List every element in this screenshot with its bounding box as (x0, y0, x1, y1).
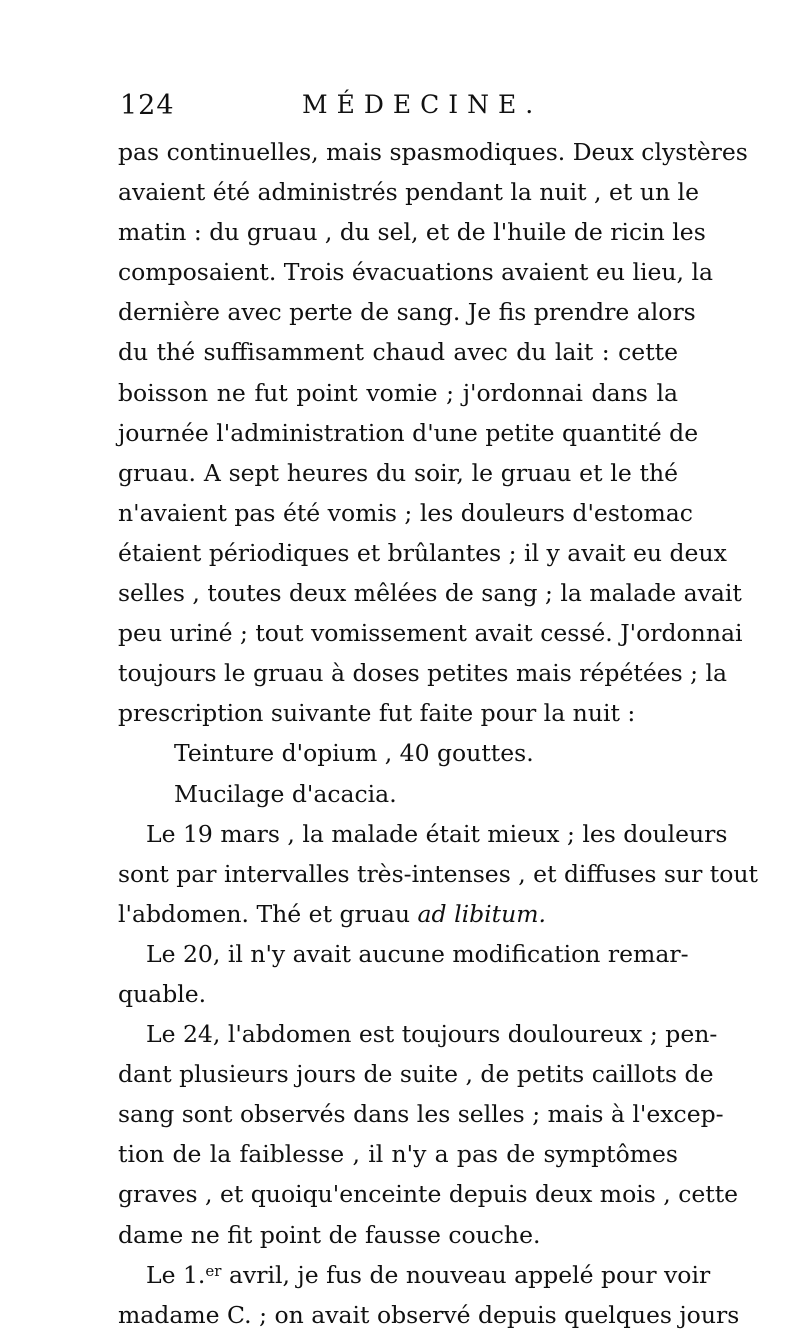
text-line: madame C. ; on avait observé depuis quelques jours (118, 1300, 740, 1329)
text-line: prescription suivante fut faite pour la nuit : (118, 699, 636, 728)
text-line: composaient. Trois évacuations avaient eu lieu, la (118, 258, 713, 287)
text-line: Le 19 mars , la malade était mieux ; les douleurs (146, 819, 728, 848)
text-line: boisson ne fut point vomie ; j'ordonnai dans la (118, 378, 678, 407)
text-line: sont par intervalles très-intenses , et diffuses sur tout (118, 859, 758, 888)
running-head: MÉDECINE. (302, 90, 543, 119)
text-line: Le 20, il n'y avait aucune modification remar- (146, 939, 689, 968)
page-header (120, 90, 680, 130)
text-line: dernière avec perte de sang. Je fis prendre alors (118, 298, 696, 327)
text-line: Le 24, l'abdomen est toujours douloureux ; pen- (146, 1020, 718, 1049)
text-line: avaient été administrés pendant la nuit , et un le (118, 178, 699, 207)
text-line-with-italic (118, 894, 678, 934)
text-line: journée l'administration d'une petite quantité de (118, 418, 699, 447)
text-line: sang sont observés dans les selles ; mais à l'excep- (118, 1100, 724, 1129)
prescription-line: Teinture d'opium , 40 gouttes. (174, 739, 534, 768)
line-text: l'abdomen. Thé et gruau (118, 899, 411, 928)
text-line: du thé suffisamment chaud avec du lait : cette (118, 338, 678, 367)
text-line: matin : du gruau , du sel, et de l'huile de ricin les (118, 218, 706, 247)
text-line: n'avaient pas été vomis ; les douleurs d'estomac (118, 498, 693, 527)
text-line: dant plusieurs jours de suite , de petits caillots de (118, 1060, 714, 1089)
text-line: selles , toutes deux mêlées de sang ; la malade avait (118, 579, 742, 608)
text-line: toujours le gruau à doses petites mais répétées ; la (118, 659, 728, 688)
text-line: gruau. A sept heures du soir, le gruau et le thé (118, 458, 678, 487)
text-line: quable. (118, 979, 207, 1008)
text-line: tion de la faiblesse , il n'y a pas de symptômes (118, 1140, 678, 1169)
body-text (118, 132, 758, 1335)
superscript: er (205, 1261, 222, 1280)
text-line: étaient périodiques et brûlantes ; il y avait eu deux (118, 538, 727, 567)
text-line-with-superscript (118, 1255, 711, 1295)
page-number: 124 (120, 90, 175, 121)
text-line: graves , et quoiqu'enceinte depuis deux mois , cette (118, 1180, 739, 1209)
text-line: peu uriné ; tout vomissement avait cessé. J'ordonnai (118, 619, 743, 648)
line-start: Le 1. (146, 1260, 206, 1289)
italic-phrase: ad libitum. (417, 899, 546, 928)
text-line: pas continuelles, mais spasmodiques. Deux clystères (118, 138, 748, 166)
prescription-line: Mucilage d'acacia. (174, 779, 397, 808)
line-end: avril, je fus de nouveau appelé pour voir (221, 1260, 711, 1289)
text-line: dame ne fit point de fausse couche. (118, 1220, 541, 1249)
